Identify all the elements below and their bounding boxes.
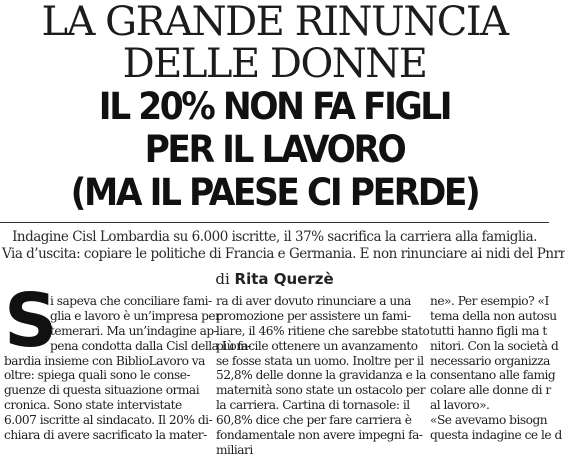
drop-cap-letter: S [4, 278, 58, 364]
article-column-2 [216, 294, 430, 457]
article-line: necessario organizza [430, 353, 550, 368]
byline-author: Rita Querzè [234, 270, 334, 288]
article-line: cronica. Sono state intervistate [4, 398, 182, 413]
article-line: temerari. Ma un’indagine ap- [50, 323, 218, 338]
article-line: la carriera. Cartina di tornasole: il [216, 398, 410, 413]
article-line: bardia insieme con BiblioLavoro va [4, 353, 205, 368]
article-line: più facile ottenere un avanzamento [216, 338, 418, 353]
article-line: ra di aver dovuto rinunciare a una [216, 294, 411, 308]
article-line: colare alle donne di r [430, 383, 551, 398]
kicker-line-2: DELLE DONNE [122, 41, 427, 87]
article-line: chiara di avere sacrificato la mater- [4, 428, 207, 443]
article-line: se fosse stata un uomo. Inoltre per il [216, 353, 424, 368]
article-line: 6.007 iscritte al sindacato. Il 20% di- [4, 413, 213, 428]
article-line: al lavoro». [430, 398, 490, 413]
kicker-line-1: LA GRANDE RINUNCIA [41, 0, 508, 45]
byline [0, 270, 549, 288]
article-line: 60,8% dice che per fare carriera è [216, 413, 412, 428]
article-line: maternità sono state un ostacolo per [216, 383, 426, 398]
article-line: oltre: spiega quali sono le conse- [4, 368, 191, 383]
article-line: fondamentale non avere impegni fa- [216, 428, 423, 443]
article-line: ne». Per esempio? «I [430, 294, 549, 308]
article-line: liare, il 46% ritiene che sarebbe stato [216, 323, 430, 338]
article-line: pena condotta dalla Cisl della Lom- [50, 338, 251, 353]
headline-line-1: IL 20% NON FA FIGLI [98, 85, 451, 128]
subtitle-line-1: Indagine Cisl Lombardia su 6.000 iscritte, il 37% sacrifica la carriera alla famiglia. [12, 229, 537, 245]
byline-prefix: di [215, 270, 230, 288]
article-line: 52,8% delle donne la gravidanza e la [216, 368, 426, 383]
article-line: «Se avevamo bisogn [430, 413, 548, 428]
article-line: tema della non autosu [430, 308, 557, 323]
article-column-3 [430, 294, 562, 457]
headline-line-2: PER IL LAVORO [144, 128, 405, 171]
article-line: miliari [216, 442, 253, 457]
article-line: i sapeva che conciliare fami- [50, 294, 212, 308]
subtitle-line-2: Via d’uscita: copiare le politiche di Francia e Germania. E non rinunciare ai nidi del Pnrr [2, 246, 565, 262]
article-line: tutti hanno figli ma t [430, 323, 547, 338]
article-line: questa indagine ce le d [430, 428, 562, 443]
article-line: consentano alle famig [430, 368, 556, 383]
article-line: promozione per assistere un fami- [216, 308, 411, 323]
article-line: guenze di questa situazione ormai [4, 383, 200, 398]
headline-line-3: (MA IL PAESE CI PERDE) [70, 171, 479, 214]
article-line: nitori. Con la società d [430, 338, 559, 353]
article-line: glia e lavoro è un’impresa per [50, 308, 221, 323]
